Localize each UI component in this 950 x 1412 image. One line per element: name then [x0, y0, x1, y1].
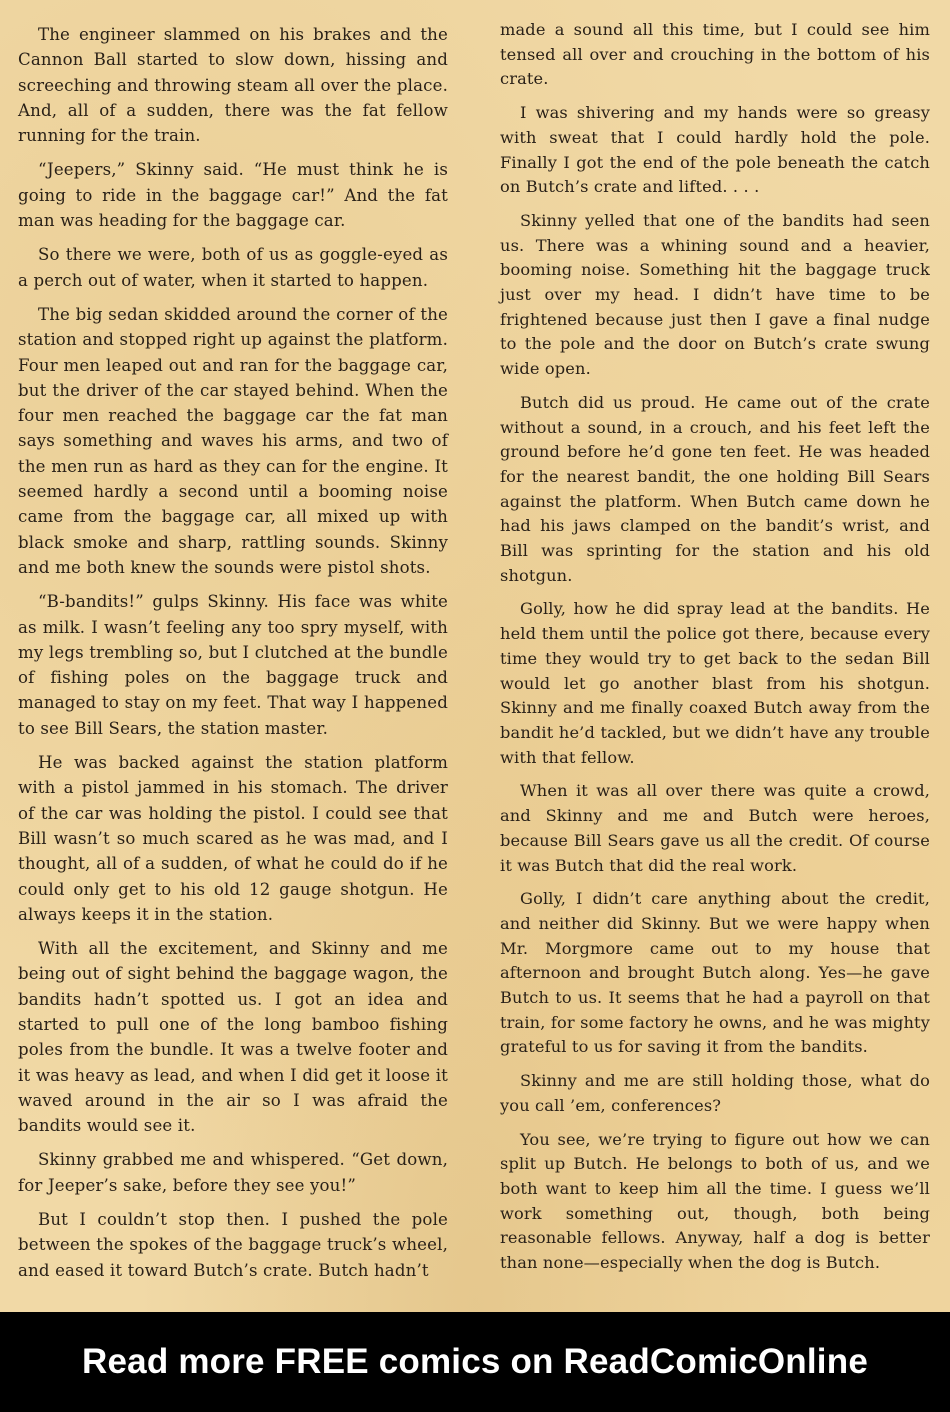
paragraph: The big sedan skidded around the corner of the station and stopped right up against the platform. Four men leaped out and ran for the baggage car, but the driver of the car stayed behind. When the four men reached the baggage car the fat man says something and waves his arms, and two of the men run as hard as they can for the engine. It seemed hardly a second until a booming noise came from the baggage car, all mixed up with black smoke and sharp, rattling sounds. Skinny and me both knew the sounds were pistol shots. [18, 304, 448, 577]
right-text-column [500, 18, 930, 1276]
paragraph: Skinny yelled that one of the bandits had seen us. There was a whining sound and a heavier, booming noise. Something hit the baggage truck just over my head. I didn’t have time to be frightened because just then I gave a final nudge to the pole and the door on Butch’s crate swung wide open. [500, 210, 930, 379]
left-text-column [18, 22, 448, 1283]
paragraph: But I couldn’t stop then. I pushed the pole between the spokes of the baggage truck’s wheel, and eased it toward Butch’s crate. Butch hadn’t [18, 1210, 448, 1280]
paragraph: Skinny and me are still holding those, what do you call ’em, conferences? [500, 1071, 930, 1115]
paragraph: “Jeepers,” Skinny said. “He must think he is going to ride in the baggage car!” And the fat man was heading for the baggage car. [18, 160, 448, 231]
paragraph: So there we were, both of us as goggle-eyed as a perch out of water, when it started to happen. [18, 245, 448, 290]
paragraph: Golly, I didn’t care anything about the credit, and neither did Skinny. But we were happy when Mr. Morgmore came out to my house that afternoon and brought Butch along. Yes—he gave Butch to us. It seems that he had a payroll on that train, for some factory he owns, and he was mighty grateful to us for saving it from the bandits. [500, 889, 930, 1057]
paragraph: When it was all over there was quite a crowd, and Skinny and me and Butch were heroes, because Bill Sears gave us all the credit. Of course it was Butch that did the real work. [500, 781, 930, 875]
paragraph: I was shivering and my hands were so greasy with sweat that I could hardly hold the pole. Finally I got the end of the pole beneath the catch on Butch’s crate and lifted. . . . [500, 103, 930, 197]
paragraph: Golly, how he did spray lead at the bandits. He held them until the police got there, because every time they would try to get back to the sedan Bill would let go another blast from his shotgun. Skinny and me finally coaxed Butch away from the bandit he’d tackled, but we didn’t have any trouble with that fellow. [500, 599, 930, 767]
paragraph: Skinny grabbed me and whispered. “Get down, for Jeeper’s sake, before they see you!” [18, 1150, 448, 1195]
paragraph: You see, we’re trying to figure out how we can split up Butch. He belongs to both of us, and we both want to keep him all the time. I guess we’ll work something out, though, both being reasonable fellows. Anyway, half a dog is better than none—especially when the dog is Butch. [500, 1129, 930, 1273]
promo-banner [0, 1312, 950, 1412]
paragraph-continuation: made a sound all this time, but I could see him tensed all over and crouching in the bottom of his crate. [500, 20, 930, 89]
paragraph: Butch did us proud. He came out of the crate without a sound, in a crouch, and his feet left the ground before he’d gone ten feet. He was headed for the nearest bandit, the one holding Bill Sears against the platform. When Butch came down he had his jaws clamped on the bandit’s wrist, and Bill was sprinting for the station and his old shotgun. [500, 392, 930, 585]
promo-banner-link[interactable]: Read more FREE comics on ReadComicOnline [82, 1342, 868, 1381]
paragraph: With all the excitement, and Skinny and me being out of sight behind the baggage wagon, the bandits hadn’t spotted us. I got an idea and started to pull one of the long bamboo fishing poles from the bundle. It was a twelve footer and it was heavy as lead, and when I did get it loose it waved around in the air so I was afraid the bandits would see it. [18, 939, 448, 1136]
paragraph: He was backed against the station platform with a pistol jammed in his stomach. The driver of the car was holding the pistol. I could see that Bill wasn’t so much scared as he was mad, and I thought, all of a sudden, of what he could do if he could only get to his old 12 gauge shotgun. He always keeps it in the station. [18, 753, 448, 924]
paragraph: The engineer slammed on his brakes and the Cannon Ball started to slow down, hissing and screeching and throwing steam all over the place. And, all of a sudden, there was the fat fellow running for the train. [18, 25, 448, 146]
paragraph: “B-bandits!” gulps Skinny. His face was white as milk. I wasn’t feeling any too spry myself, with my legs trembling so, but I clutched at the bundle of fishing poles on the baggage truck and managed to stay on my feet. That way I happened to see Bill Sears, the station master. [18, 592, 448, 738]
